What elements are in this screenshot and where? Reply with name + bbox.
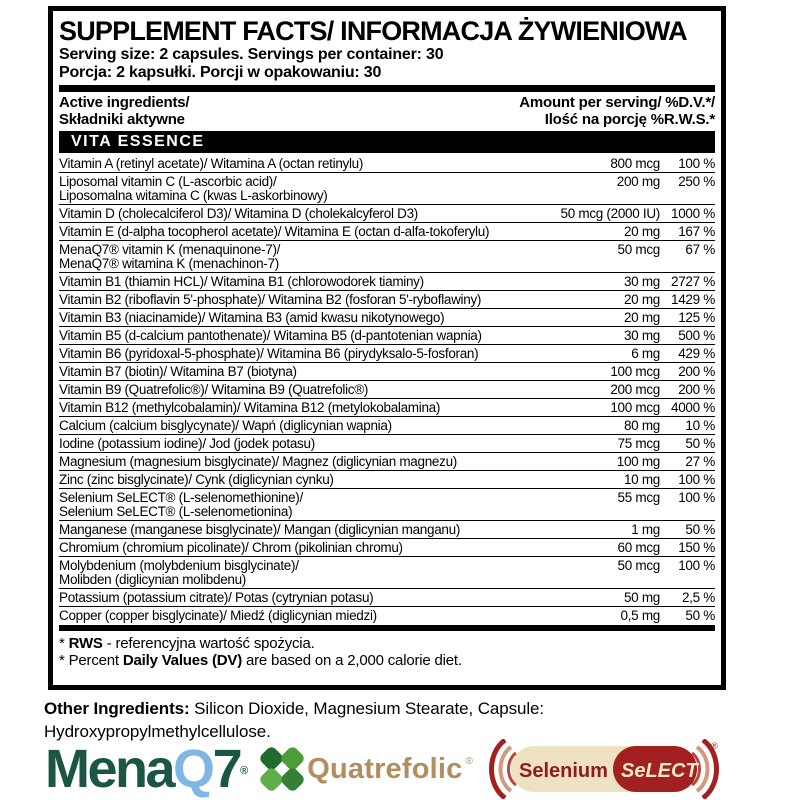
ingredient-daily-value: 429 %: [678, 345, 715, 361]
footnote-rws-post: - referencyjna wartość spożycia.: [102, 635, 315, 652]
ingredient-row: [59, 471, 715, 489]
footnote-daily-values: [59, 652, 715, 669]
ingredient-daily-value: 167 %: [678, 223, 715, 239]
ingredient-row: [59, 205, 715, 223]
panel-title: SUPPLEMENT FACTS/ INFORMACJA ŻYWIENIOWA: [59, 16, 687, 46]
ingredient-name: Vitamin B1 (thiamin HCL)/ Witamina B1 (chlorowodorek tiaminy): [59, 273, 424, 289]
ingredient-name: Vitamin A (retinyl acetate)/ Witamina A (octan retinylu): [59, 155, 364, 171]
ingredient-amount: 0,5 mg: [620, 607, 660, 623]
other-ingredients-label: Other Ingredients:: [44, 699, 190, 718]
ingredient-amount: 60 mcg: [617, 539, 660, 555]
ingredient-daily-value: 67 %: [685, 241, 715, 257]
ingredient-daily-value: 100 %: [678, 489, 715, 505]
ingredient-rows: [59, 155, 715, 624]
menaq7-text-7: 7: [212, 739, 241, 799]
ingredient-row: [59, 399, 715, 417]
other-ingredients-list: Silicon Dioxide, Magnesium Stearate, Capsule: Hydroxypropylmethylcellulose.: [44, 699, 545, 741]
ingredient-row: [59, 291, 715, 309]
ingredient-daily-value: 10 %: [685, 417, 715, 433]
ingredient-row: [59, 539, 715, 557]
ingredient-daily-value: 50 %: [685, 607, 715, 623]
ingredient-name: Vitamin B9 (Quatrefolic®)/ Witamina B9 (Quatrefolic®): [59, 381, 369, 397]
ingredient-name: Selenium SeLECT® (L-selenomethionine)/ Selenium SeLECT® (L-selenometionina): [59, 489, 303, 519]
ingredient-amount: 50 mcg: [617, 557, 660, 573]
footnotes: [59, 632, 715, 671]
selenium-text: Selenium: [518, 760, 608, 782]
ingredient-amount: 100 mcg: [610, 399, 660, 415]
supplement-facts-panel: [48, 6, 726, 690]
ingredient-amount: 75 mcg: [617, 435, 660, 451]
ingredient-name: Vitamin B2 (riboflavin 5'-phosphate)/ Witamina B2 (fosforan 5'-ryboflawiny): [59, 291, 482, 307]
menaq7-registered-mark: ®: [240, 765, 249, 777]
selenium-registered-mark: ®: [710, 741, 718, 751]
ingredient-name: Liposomal vitamin C (L-ascorbic acid)/ Liposomalna witamina C (kwas L-askorbinowy): [59, 173, 328, 203]
ingredient-row: [59, 155, 715, 173]
ingredient-daily-value: 250 %: [678, 173, 715, 189]
ingredient-daily-value: 500 %: [678, 327, 715, 343]
ingredient-row: [59, 363, 715, 381]
ingredient-amount: 50 mcg: [617, 241, 660, 257]
ingredient-amount: 800 mcg: [610, 155, 660, 171]
ingredient-name: Vitamin B12 (methylcobalamin)/ Witamina B12 (metylokobalamina): [59, 399, 441, 415]
ingredient-daily-value: 150 %: [678, 539, 715, 555]
ingredient-name: Molybdenium (molybdenium bisglycinate)/ Molibden (diglicynian molibdenu): [59, 557, 299, 587]
ingredient-row: [59, 557, 715, 589]
ingredient-name: Potassium (potassium citrate)/ Potas (cytrynian potasu): [59, 589, 374, 605]
ingredient-name: Vitamin E (d-alpha tocopherol acetate)/ Witamina E (octan d-alfa-tokoferylu): [59, 223, 490, 239]
ingredient-row: [59, 607, 715, 624]
ingredient-name: Iodine (potassium iodine)/ Jod (jodek potasu): [59, 435, 315, 451]
ingredient-daily-value: 50 %: [685, 521, 715, 537]
header-amount-pl: Ilość na porcję %R.W.S.*: [544, 110, 715, 128]
ingredient-row: [59, 173, 715, 205]
select-text: SeLECT: [620, 760, 698, 782]
serving-size-en: Serving size: 2 capsules. Servings per container: 30: [59, 46, 444, 63]
ingredient-name: Magnesium (magnesium bisglycinate)/ Magnez (diglicynian magnezu): [59, 453, 457, 469]
ingredient-name: Zinc (zinc bisglycinate)/ Cynk (diglicynian cynku): [59, 471, 334, 487]
ingredient-row: [59, 381, 715, 399]
quatrefolic-text: Quatrefolic: [307, 752, 463, 785]
ingredient-daily-value: 100 %: [678, 471, 715, 487]
ingredient-row: [59, 453, 715, 471]
ingredient-daily-value: 100 %: [678, 557, 715, 573]
ingredient-amount: 1 mg: [631, 521, 660, 537]
ingredient-daily-value: 100 %: [678, 155, 715, 171]
ingredient-row: [59, 345, 715, 363]
ingredient-amount: 20 mg: [623, 309, 660, 325]
footnote-dv-post: are based on a 2,000 calorie diet.: [242, 652, 462, 669]
ingredient-name: Chromium (chromium picolinate)/ Chrom (pikolinian chromu): [59, 539, 403, 555]
menaq7-text-q: Q: [173, 739, 213, 799]
ingredient-daily-value: 2727 %: [671, 273, 715, 289]
ingredient-row: [59, 273, 715, 291]
divider-thick-top: [59, 85, 715, 92]
ingredient-amount: 20 mg: [623, 223, 660, 239]
ingredient-row: [59, 309, 715, 327]
ingredient-amount: 30 mg: [623, 273, 660, 289]
header-amount-en: Amount per serving/ %D.V.*/: [519, 94, 715, 111]
footnote-rws-bold: RWS: [68, 635, 103, 652]
ingredient-amount: 55 mcg: [617, 489, 660, 505]
header-active-ingredients-pl: Składniki aktywne: [59, 110, 185, 128]
ingredient-name: Vitamin B3 (niacinamide)/ Witamina B3 (amid kwasu nikotynowego): [59, 309, 445, 325]
header-amount-per-serving: [519, 95, 715, 128]
ingredient-amount: 30 mg: [623, 327, 660, 343]
ingredient-amount: 100 mcg: [610, 363, 660, 379]
columns-header: [59, 94, 715, 131]
quatrefolic-clover-icon: [260, 747, 304, 791]
serving-size-pl: Porcja: 2 kapsułki. Porcji w opakowaniu: 30: [59, 64, 382, 81]
ingredient-row: [59, 589, 715, 607]
quatrefolic-registered-mark: ®: [465, 755, 473, 767]
ingredient-daily-value: 125 %: [678, 309, 715, 325]
footnote-rws-pre: *: [59, 635, 69, 652]
ingredient-name: Vitamin D (cholecalciferol D3)/ Witamina D (cholekalcyferol D3): [59, 205, 418, 221]
footnote-dv-bold: Daily Values (DV): [122, 652, 243, 669]
ingredient-name: MenaQ7® vitamin K (menaquinone-7)/ MenaQ7® witamina K (menachinon-7): [59, 241, 281, 271]
brand-logos: [45, 740, 765, 798]
quatrefolic-logo: [260, 747, 473, 791]
ingredient-amount: 20 mg: [623, 291, 660, 307]
header-active-ingredients-en: Active ingredients/: [59, 94, 190, 111]
ingredient-name: Vitamin B6 (pyridoxal-5-phosphate)/ Witamina B6 (pirydyksalo-5-fosforan): [59, 345, 479, 361]
ingredient-daily-value: 4000 %: [671, 399, 715, 415]
selenium-select-logo: [485, 739, 723, 799]
ingredient-row: [59, 417, 715, 435]
divider-thick-bottom: [59, 625, 715, 631]
footnote-rws: [59, 635, 715, 652]
ingredient-amount: 50 mcg (2000 IU): [560, 205, 660, 221]
ingredient-daily-value: 200 %: [678, 381, 715, 397]
ingredient-row: [59, 489, 715, 521]
ingredient-row: [59, 435, 715, 453]
ingredient-daily-value: 1000 %: [671, 205, 715, 221]
ingredient-name: Calcium (calcium bisglycynate)/ Wapń (diglicynian wapnia): [59, 417, 392, 433]
ingredient-amount: 100 mg: [616, 453, 660, 469]
ingredient-row: [59, 223, 715, 241]
ingredient-amount: 200 mcg: [610, 381, 660, 397]
header-active-ingredients: [59, 95, 189, 128]
other-ingredients: [44, 697, 609, 743]
section-header-vita-essence: VITA ESSENCE: [59, 131, 715, 153]
footnote-dv-pre: * Percent: [59, 652, 123, 669]
ingredient-name: Vitamin B7 (biotin)/ Witamina B7 (biotyna): [59, 363, 297, 379]
ingredient-daily-value: 27 %: [685, 453, 715, 469]
ingredient-amount: 80 mg: [623, 417, 660, 433]
ingredient-amount: 50 mg: [623, 589, 660, 605]
ingredient-daily-value: 2,5 %: [681, 589, 715, 605]
ingredient-daily-value: 200 %: [678, 363, 715, 379]
ingredient-row: [59, 241, 715, 273]
ingredient-amount: 200 mg: [616, 173, 660, 189]
selenium-left-arc-outer: [491, 740, 505, 798]
ingredient-daily-value: 50 %: [685, 435, 715, 451]
ingredient-amount: 6 mg: [631, 345, 660, 361]
menaq7-text-mena: Mena: [45, 739, 174, 799]
ingredient-name: Manganese (manganese bisglycinate)/ Mangan (diglicynian manganu): [59, 521, 461, 537]
menaq7-logo: [45, 739, 249, 799]
ingredient-name: Vitamin B5 (d-calcium pantothenate)/ Witamina B5 (d-pantotenian wapnia): [59, 327, 482, 343]
ingredient-daily-value: 1429 %: [671, 291, 715, 307]
ingredient-name: Copper (copper bisglycinate)/ Miedź (diglicynian miedzi): [59, 607, 377, 623]
ingredient-row: [59, 521, 715, 539]
ingredient-row: [59, 327, 715, 345]
ingredient-amount: 10 mg: [623, 471, 660, 487]
